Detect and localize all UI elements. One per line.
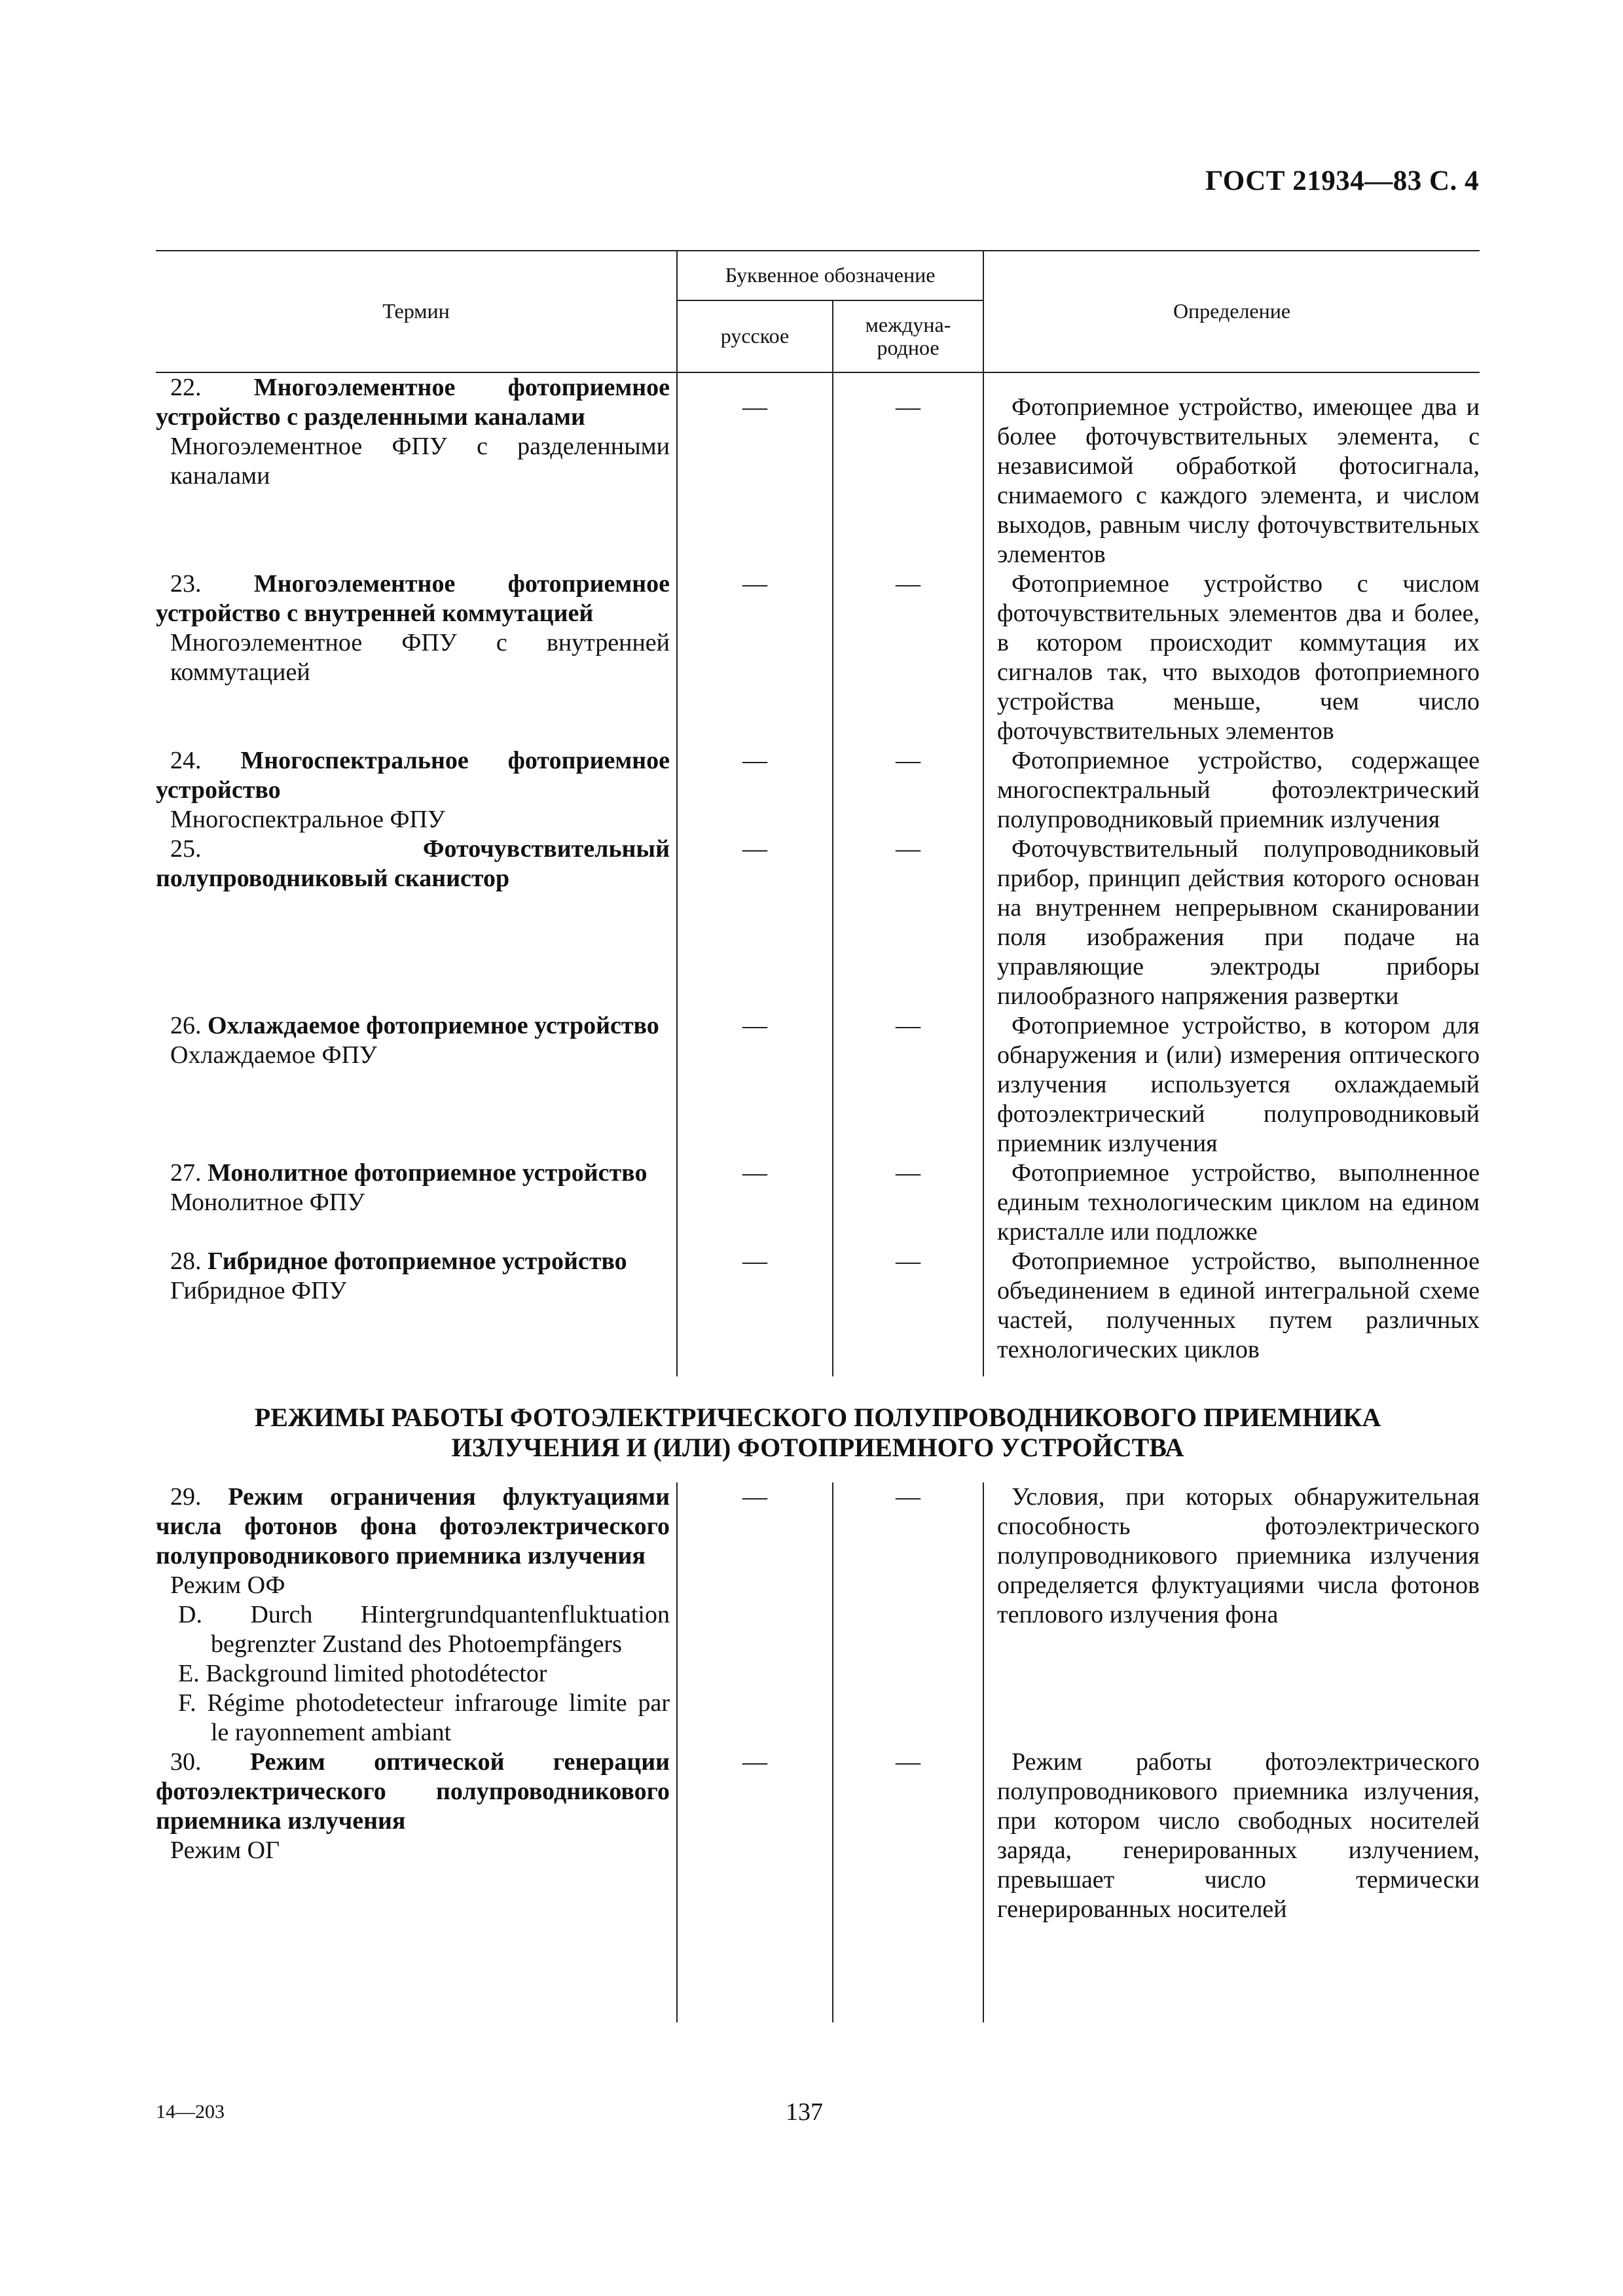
definition-cell <box>983 1247 1480 1376</box>
russian-designation: — <box>677 1748 833 2022</box>
term-cell <box>156 1011 677 1158</box>
definition-text: Фотоприемное устройство, в котором для обнаружения и (или) измерения оптического излучения используется охлаждаемый фотоэлектрический полупроводниковый приемник излучения <box>997 1012 1480 1157</box>
international-designation: — <box>833 372 983 569</box>
definition-cell <box>983 1158 1480 1247</box>
definition-text: Фотоприемное устройство, выполненное объединением в единой интегральной схеме частей, полученных путем различных технологических циклов <box>997 1247 1480 1363</box>
term-cell <box>156 569 677 746</box>
term-title: Многоэлементное фотоприемное устройство с разделенными каналами <box>156 374 670 431</box>
section-title-line: РЕЖИМЫ РАБОТЫ ФОТОЭЛЕКТРИЧЕСКОГО ПОЛУПРОВОДНИКОВОГО ПРИЕМНИКА <box>254 1403 1381 1432</box>
term-title: Охлаждаемое фотоприемное устройство <box>208 1012 659 1039</box>
definition-text: Фотоприемное устройство, содержащее многоспектральный фотоэлектрический полупроводниковый приемник излучения <box>997 747 1480 833</box>
document-header: ГОСТ 21934—83 С. 4 <box>1205 166 1479 196</box>
term-short-form: Многоэлементное ФПУ с внутренней коммутацией <box>170 629 670 686</box>
page-number: 137 <box>786 2098 823 2126</box>
definition-cell <box>983 1011 1480 1158</box>
term-short-form: Монолитное ФПУ <box>170 1189 365 1216</box>
term-number: 30. <box>170 1748 202 1776</box>
term-english: E. Background limited photodétector <box>178 1660 547 1687</box>
definition-text: Условия, при которых обнаружительная способность фотоэлектрического полупроводникового приемника излучения определяется флуктуациями числа фотонов теплового излучения фона <box>997 1483 1480 1628</box>
term-short-form: Многоспектральное ФПУ <box>170 806 445 833</box>
definition-text: Фотоприемное устройство с числом фоточувствительных элементов два и более, в котором происходит коммутация их сигналов так, что выходов фотоприемного устройства меньше, чем число фоточувствительных элементов <box>997 570 1480 745</box>
term-title: Монолитное фотоприемное устройство <box>208 1159 647 1187</box>
table-row <box>156 1748 1480 2022</box>
definition-text: Фоточувствительный полупроводниковый прибор, принцип действия которого основан на внутреннем непрерывном сканировании поля изображения при подаче на управляющие электроды приборы пилообразного напряжения развертки <box>997 835 1480 1010</box>
russian-designation: — <box>677 1158 833 1247</box>
definition-text: Фотоприемное устройство, имеющее два и более фоточувствительных элемента, с независимой обработкой фотосигнала, снимаемого с каждого элемента, и числом выходов, равным числу фоточувствительных элементов <box>997 393 1480 568</box>
term-title: Режим оптической генерации фотоэлектрического полупроводникового приемника излучения <box>156 1748 670 1835</box>
column-header-russian: русское <box>677 300 833 372</box>
section-title <box>156 1376 1480 1482</box>
term-cell <box>156 746 677 834</box>
term-title: Режим ограничения флуктуациями числа фотонов фона фотоэлектрического полупроводникового приемника излучения <box>156 1483 670 1570</box>
term-cell <box>156 1748 677 2022</box>
international-designation: — <box>833 1247 983 1376</box>
russian-designation: — <box>677 1247 833 1376</box>
term-cell <box>156 1247 677 1376</box>
term-number: 24. <box>170 747 202 774</box>
russian-designation: — <box>677 569 833 746</box>
definition-cell <box>983 1482 1480 1748</box>
term-title: Многоэлементное фотоприемное устройство с внутренней коммутацией <box>156 570 670 627</box>
term-title: Гибридное фотоприемное устройство <box>208 1247 627 1275</box>
definition-cell <box>983 1748 1480 2022</box>
term-german: D. Durch Hintergrundquantenfluktuation begrenzter Zustand des Photoempfängers <box>178 1601 670 1658</box>
column-header-term: Термин <box>156 251 677 372</box>
term-cell <box>156 834 677 1011</box>
definition-text: Фотоприемное устройство, выполненное единым технологическим циклом на едином кристалле или подложке <box>997 1159 1480 1246</box>
term-short-form: Режим ОГ <box>170 1837 280 1864</box>
section-row <box>156 1376 1480 1482</box>
international-designation: — <box>833 1011 983 1158</box>
international-designation: — <box>833 569 983 746</box>
definition-cell <box>983 569 1480 746</box>
term-short-form: Режим ОФ <box>170 1571 285 1599</box>
term-cell <box>156 1158 677 1247</box>
term-number: 28. <box>170 1247 202 1275</box>
term-number: 26. <box>170 1012 202 1039</box>
table-row <box>156 1011 1480 1158</box>
international-designation: — <box>833 746 983 834</box>
term-number: 29. <box>170 1483 202 1511</box>
column-header-definition: Определение <box>983 251 1480 372</box>
table-row <box>156 372 1480 569</box>
definition-text: Режим работы фотоэлектрического полупроводникового приемника излучения, при котором число свободных носителей заряда, генерированных излучением, превышает число термически генерированных носителей <box>997 1748 1480 1923</box>
section-title-line: ИЗЛУЧЕНИЯ И (ИЛИ) ФОТОПРИЕМНОГО УСТРОЙСТВА <box>451 1433 1184 1462</box>
table-row <box>156 746 1480 834</box>
term-number: 22. <box>170 374 202 401</box>
russian-designation: — <box>677 1482 833 1748</box>
table-row <box>156 1158 1480 1247</box>
russian-designation: — <box>677 746 833 834</box>
term-number: 23. <box>170 570 202 598</box>
russian-designation: — <box>677 1011 833 1158</box>
term-french: F. Régime photodetecteur infrarouge limite par le rayonnement ambiant <box>178 1689 670 1746</box>
column-header-international: междуна- родное <box>833 300 983 372</box>
definition-cell <box>983 746 1480 834</box>
terms-table-container <box>156 250 1480 2022</box>
russian-designation: — <box>677 372 833 569</box>
table-row <box>156 1482 1480 1748</box>
international-designation: — <box>833 1158 983 1247</box>
term-short-form: Многоэлементное ФПУ с разделенными каналами <box>170 433 670 490</box>
footer-code: 14—203 <box>156 2101 225 2123</box>
term-cell <box>156 372 677 569</box>
table-row <box>156 569 1480 746</box>
term-cell <box>156 1482 677 1748</box>
term-number: 25. <box>170 835 202 863</box>
term-title: Многоспектральное фотоприемное устройство <box>156 747 670 804</box>
term-short-form: Охлаждаемое ФПУ <box>170 1041 377 1069</box>
table-row <box>156 1247 1480 1376</box>
table-row <box>156 834 1480 1011</box>
term-short-form: Гибридное ФПУ <box>170 1277 347 1304</box>
column-header-letter-designation: Буквенное обозначение <box>677 251 983 300</box>
definition-cell <box>983 834 1480 1011</box>
term-title: Фоточувствительный полупроводниковый сканистор <box>156 835 670 892</box>
terms-table <box>156 250 1480 2022</box>
international-designation: — <box>833 834 983 1011</box>
international-designation: — <box>833 1482 983 1748</box>
definition-cell <box>983 372 1480 569</box>
international-designation: — <box>833 1748 983 2022</box>
russian-designation: — <box>677 834 833 1011</box>
term-number: 27. <box>170 1159 202 1187</box>
